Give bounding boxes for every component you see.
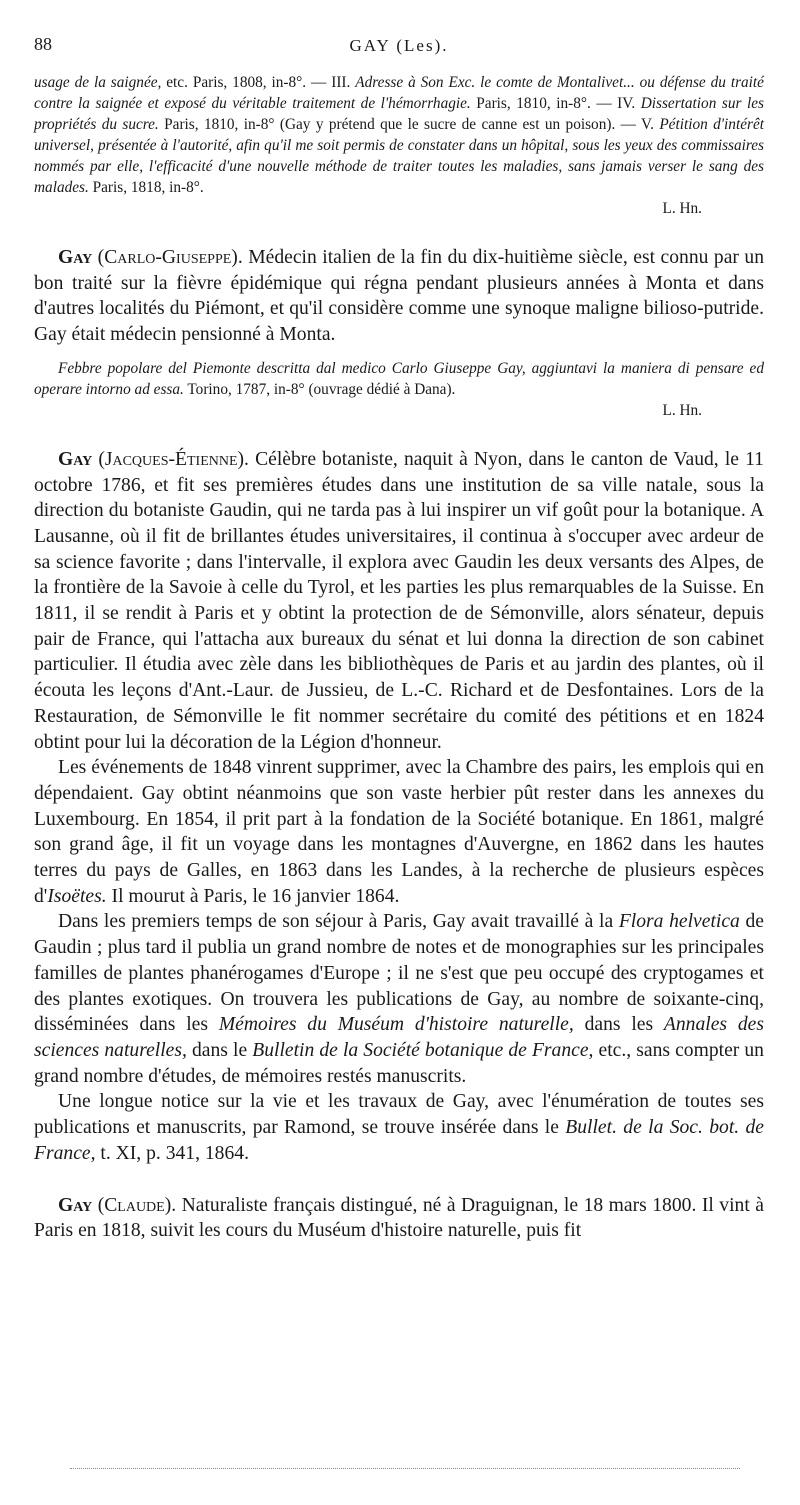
entry-italic: Bulletin de la Société botanique de France, — [252, 1039, 594, 1061]
footer-rule — [70, 1468, 740, 1469]
entry-jacques-etienne — [34, 447, 764, 1167]
entry-text: dans les — [573, 1014, 664, 1036]
entry-paragraph — [34, 1089, 764, 1166]
author-signature: L. Hn. — [662, 200, 702, 217]
biblio-title: Febbre popolare del Piemonte descritta dal medico Carlo Giuseppe Gay, aggiuntavi la maniera di pensare ed operare intorno ad essa. — [34, 359, 764, 398]
entry-text: Les événements de 1848 vinrent supprimer, avec la Chambre des pairs, les emplois qui en dépendaient. Gay obtint néanmoins que son vaste herbier pût rester dans les annexes du Luxembourg. En 1854, il prit part à la fondation de la Société botanique. En 1861, malgré son grand âge, il fit un voyage dans les montagnes d'Auvergne, en 1862 dans les hautes terres du pays de Galles, en 1863 dans les Landes, à la recherche de plusieurs espèces d' — [34, 757, 764, 907]
running-header — [34, 28, 764, 62]
intro-title: Adresse à Son Exc. le comte de Montalivet... ou défense du traité contre la saignée et exposé du véritable traitement de l'hémorrhagie. — [34, 74, 764, 112]
entry-surname: Gay — [58, 448, 93, 470]
entry-text: Il mourut à Paris, le 16 janvier 1864. — [106, 885, 400, 907]
entry-text: de Gaudin ; plus tard il publia un grand nombre de notes et de monographies sur les principales familles de plantes phanérogames d'Europe ; il ne s'est que peu occupé des cryptogames et des plantes exotiques. On trouvera les publications de Gay, au nombre de soixante-cinq, disséminées dans les — [34, 911, 764, 1036]
intro-text: Paris, 1810, in-8° (Gay y prétend que le sucre de canne est un poison). — V. — [158, 116, 660, 133]
entry-italic: Isoëtes. — [47, 885, 107, 907]
page-number: 88 — [34, 34, 52, 54]
entry-surname: Gay — [58, 247, 93, 268]
entry-text: etc., sans compter un grand nombre d'études, de mémoires restés manuscrits. — [34, 1039, 764, 1087]
intro-continuation — [34, 72, 764, 219]
entry-text: Une longue notice sur la vie et les travaux de Gay, avec l'énumération de toutes ses publications et manuscrits, par Ramond, se trouve insérée dans le — [34, 1091, 764, 1139]
entry-paragraph — [34, 909, 764, 1089]
entry-surname: Gay — [58, 1194, 93, 1216]
entry-italic: Flora helvetica — [618, 911, 740, 933]
entry-italic: Annales des sciences naturelles, — [34, 1014, 764, 1061]
entry-text: Naturaliste français distingué, né à Draguignan, le 18 mars 1800. Il vint à Paris en 1818, suivit les cours du Muséum d'histoire naturelle, puis fit — [34, 1194, 764, 1242]
entry-text: Médecin italien de la fin du dix-huitième siècle, est connu par un bon traité sur la fièvre épidémique qui régna pendant plusieurs années à Monta et dans d'autres localités du Piémont, et qu'il considère comme une synoque maligne bilioso-putride. Gay était médecin pensionné à Monta. — [34, 247, 764, 346]
entry-claude — [34, 1193, 764, 1244]
entry-italic: Bullet. de la Soc. bot. de France, — [34, 1117, 764, 1164]
intro-text: usage de la saignée, — [34, 74, 162, 91]
intro-title: Pétition d'intérêt universel, présentée à l'autorité, afin qu'il me soit permis de constater dans un hôpital, sous les yeux des commissaires nommés par elle, l'efficacité d'une nouvelle méthode de traiter toutes les maladies, sans jamais verser le sang des malades. — [34, 116, 764, 196]
entry-text: Dans les premiers temps de son séjour à Paris, Gay avait travaillé à la — [58, 911, 619, 933]
biblio-text: Torino, 1787, in-8° (ouvrage dédié à Dana). — [183, 380, 456, 398]
intro-text: Paris, 1810, in-8°. — IV. — [470, 95, 641, 112]
intro-text: etc. Paris, 1808, in-8°. — III. — [161, 74, 356, 91]
entry-paragraph — [34, 245, 764, 348]
running-title: GAY (Les). — [349, 36, 449, 55]
entry-bibliography — [34, 358, 764, 400]
entry-paragraph — [34, 447, 764, 755]
intro-text: Paris, 1818, in-8°. — [88, 179, 204, 196]
entry-text: dans le — [186, 1039, 253, 1061]
intro-paragraph — [34, 72, 764, 198]
entry-carlo-giuseppe — [34, 245, 764, 421]
entry-given-name: (Carlo-Giuseppe). — [92, 247, 249, 268]
entry-given-name: (Claude). — [92, 1194, 182, 1216]
entry-given-name: (Jacques-Étienne). — [92, 448, 256, 470]
author-signature: L. Hn. — [662, 401, 702, 419]
intro-title: Dissertation sur les propriétés du sucre. — [34, 95, 764, 133]
entry-text: Célèbre botaniste, naquit à Nyon, dans le canton de Vaud, le 11 octobre 1786, et fit ses premières études dans une institution de sa ville natale, sous la direction du botaniste Gaudin, qui ne tarda pas à lui inspirer un vif goût pour la botanique. A Lausanne, où il fit de brillantes études universitaires, il continua à s'occuper avec ardeur de sa science favorite ; dans l'intervalle, il explora avec Gaudin les deux versants des Alpes, de la frontière de la Savoie à celle du Tyrol, et les parties les plus remarquables de la Suisse. En 1811, il se rendit à Paris et y obtint la protection de de Sémonville, alors sénateur, depuis pair de France, qui l'attacha aux bureaux du sénat et lui donna la direction de son cabinet particulier. Il étudia avec zèle dans les bibliothèques de Paris et au jardin des plantes, où il écouta les leçons d'Ant.-Laur. de Jussieu, de L.-C. Richard et de Desfontaines. Lors de la Restauration, de Sémonville le fit nommer secrétaire du comité des pétitions et en 1824 obtint pour lui la décoration de la Légion d'honneur. — [34, 448, 764, 753]
entry-italic: Mémoires du Muséum d'histoire naturelle, — [218, 1014, 574, 1036]
entry-paragraph — [34, 1193, 764, 1244]
entry-text: t. XI, p. 341, 1864. — [95, 1142, 249, 1164]
entry-paragraph — [34, 755, 764, 909]
